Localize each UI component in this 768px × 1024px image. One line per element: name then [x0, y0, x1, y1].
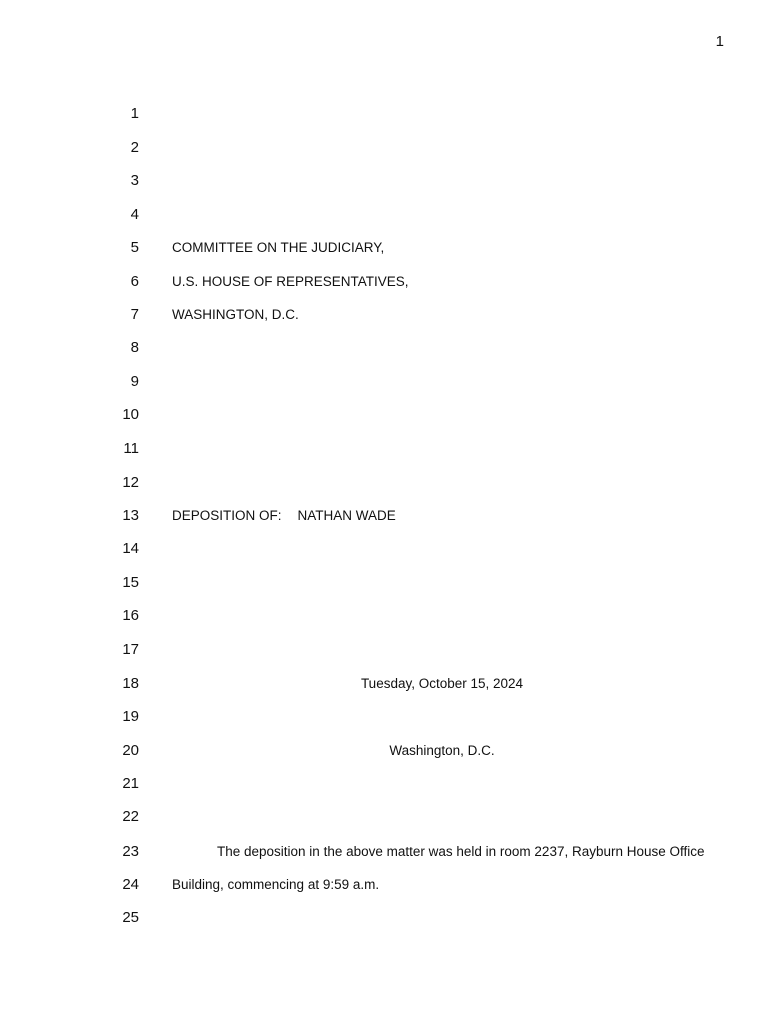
line-number: 4 [130, 206, 139, 223]
transcript-line [0, 707, 768, 727]
transcript-line [0, 674, 768, 694]
transcript-line [0, 205, 768, 225]
deposition-location: Washington, D.C. [389, 743, 495, 758]
transcript-line [0, 842, 768, 862]
transcript-line [0, 875, 768, 895]
line-number: 8 [130, 339, 139, 356]
transcript-line [0, 305, 768, 325]
deposition-label: DEPOSITION OF: [172, 508, 282, 523]
line-number: 5 [130, 239, 139, 256]
transcript-line [0, 741, 768, 761]
transcript-line [0, 338, 768, 358]
line-number: 12 [122, 474, 139, 491]
line-number: 19 [122, 708, 139, 725]
line-number: 2 [130, 139, 139, 156]
line-number: 21 [122, 775, 139, 792]
line-number: 7 [130, 306, 139, 323]
deposition-date: Tuesday, October 15, 2024 [360, 676, 524, 691]
line-number: 9 [130, 373, 139, 390]
transcript-line [0, 372, 768, 392]
transcript-line [0, 573, 768, 593]
line-number: 14 [122, 540, 139, 557]
line-number: 18 [122, 675, 139, 692]
line-number: 16 [122, 607, 139, 624]
line-number: 11 [123, 440, 139, 457]
deposition-heading [172, 506, 396, 526]
line-number: 25 [122, 909, 139, 926]
line-number: 13 [122, 507, 139, 524]
line-number: 17 [122, 641, 139, 658]
transcript-line [0, 171, 768, 191]
line-number: 6 [130, 273, 139, 290]
line-number: 10 [122, 406, 139, 423]
witness-name: NATHAN WADE [297, 508, 396, 523]
house-name: U.S. HOUSE OF REPRESENTATIVES, [172, 274, 409, 289]
body-text-line: The deposition in the above matter was held in room 2237, Rayburn House Office [217, 844, 705, 859]
line-number: 20 [122, 742, 139, 759]
transcript-line [0, 539, 768, 559]
transcript-line [0, 439, 768, 459]
city-name: WASHINGTON, D.C. [172, 307, 299, 322]
transcript-line [0, 908, 768, 928]
line-number: 24 [122, 876, 139, 893]
transcript-line [0, 606, 768, 626]
line-number: 3 [130, 172, 139, 189]
transcript-line [0, 807, 768, 827]
body-text-line: Building, commencing at 9:59 a.m. [172, 877, 380, 892]
transcript-line [0, 774, 768, 794]
line-number: 22 [122, 808, 139, 825]
committee-name: COMMITTEE ON THE JUDICIARY, [172, 240, 385, 255]
transcript-line [0, 138, 768, 158]
line-number: 23 [122, 843, 139, 860]
transcript-line [0, 238, 768, 258]
transcript-line [0, 640, 768, 660]
line-number: 15 [122, 574, 139, 591]
transcript-line [0, 272, 768, 292]
transcript-line [0, 104, 768, 124]
transcript-line [0, 473, 768, 493]
transcript-line [0, 405, 768, 425]
transcript-line [0, 506, 768, 526]
page-number: 1 [715, 33, 724, 50]
line-number: 1 [130, 105, 139, 122]
